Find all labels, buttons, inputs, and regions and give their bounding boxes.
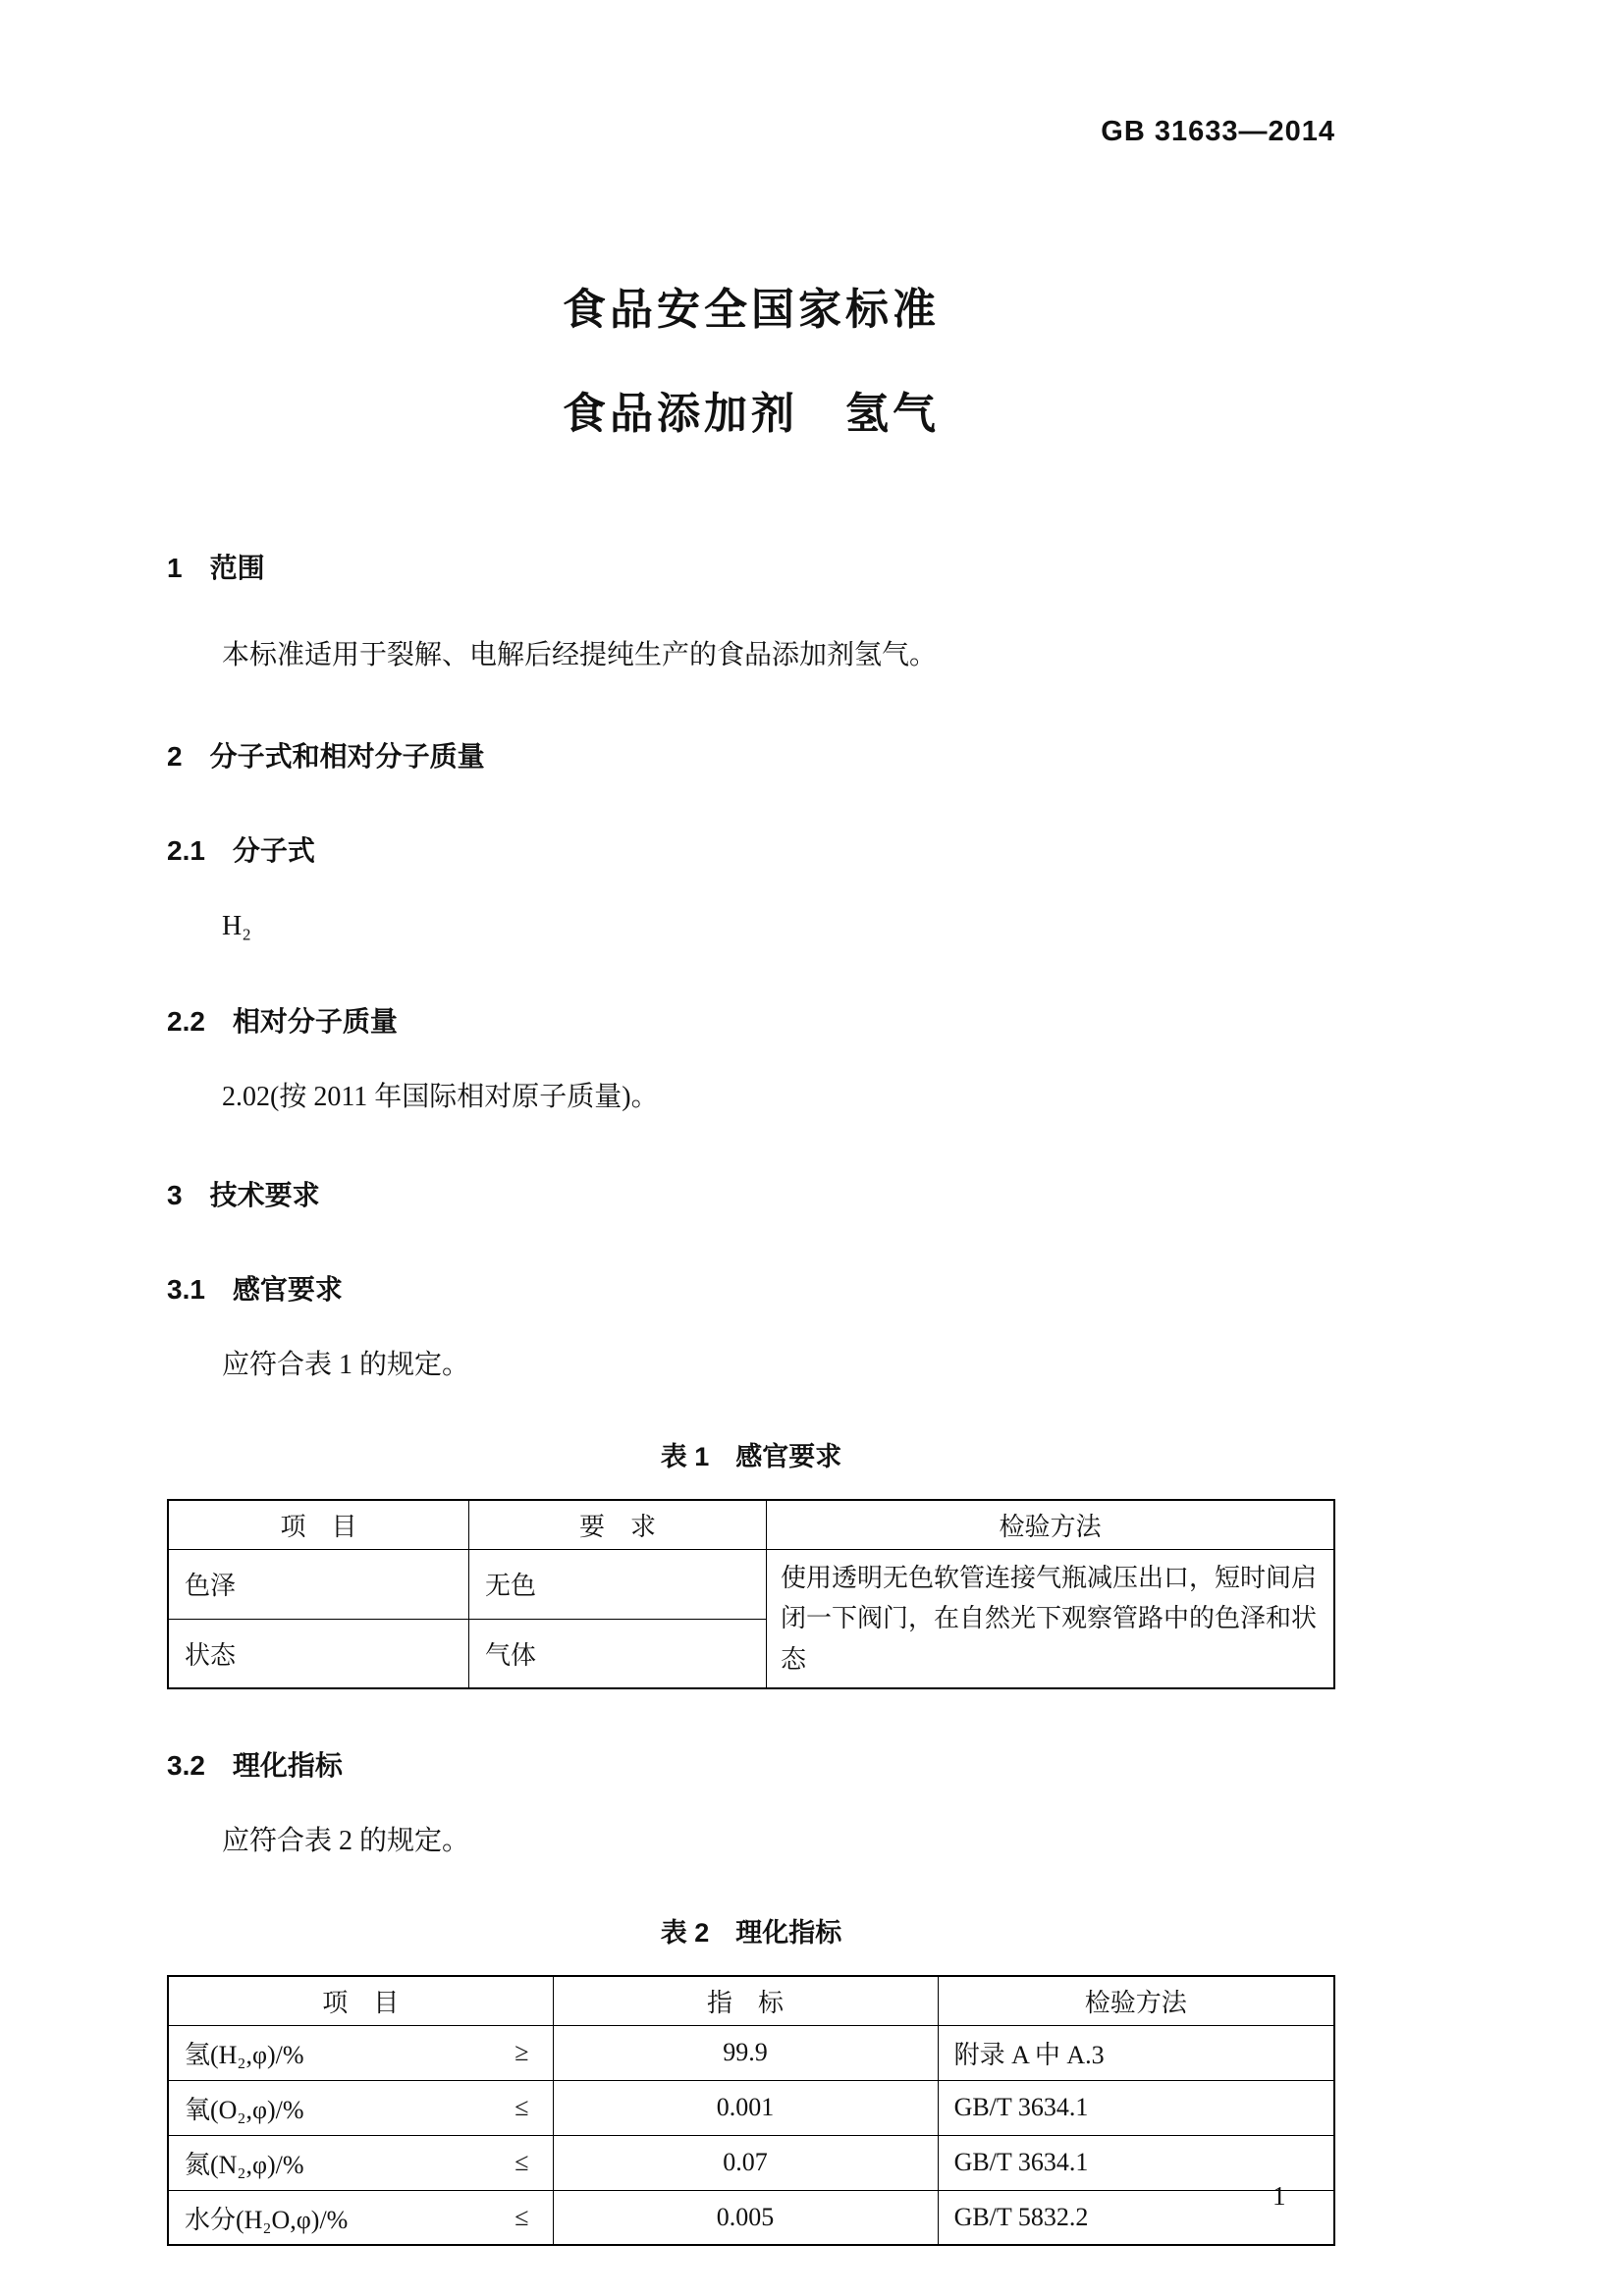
table-2-value-cell: 99.9 (553, 2025, 938, 2080)
item-name: 氢(H₂,φ)/% (185, 2040, 304, 2069)
relation-symbol: ≤ (514, 2203, 529, 2232)
section-2-heading: 2 分子式和相对分子质量 (167, 740, 485, 772)
section-1-body: 本标准适用于裂解、电解后经提纯生产的食品添加剂氢气。 (222, 640, 938, 670)
section-2-1-heading: 2.1 分子式 (167, 834, 315, 866)
table-2-item-cell (168, 2080, 553, 2135)
table-1-sensory-requirements (167, 1499, 1335, 1689)
table-row (168, 2135, 1334, 2190)
table-1-requirement-cell: 无色 (469, 1549, 767, 1619)
table-2-header-indicator: 指 标 (553, 1976, 938, 2025)
table-2-method-cell: GB/T 3634.1 (938, 2135, 1334, 2190)
table-2-method-cell: GB/T 5832.2 (938, 2190, 1334, 2245)
table-2-header-item: 项 目 (168, 1976, 553, 2025)
table-1-item-cell: 状态 (168, 1619, 469, 1688)
table-1-item-cell: 色泽 (168, 1549, 469, 1619)
table-row (168, 2025, 1334, 2080)
section-3-1-body: 应符合表 1 的规定。 (222, 1350, 470, 1381)
relation-symbol: ≤ (514, 2148, 529, 2177)
table-row (168, 1549, 1334, 1619)
table-2-item-cell (168, 2135, 553, 2190)
relation-symbol: ≥ (514, 2038, 529, 2067)
doc-number: GB 31633—2014 (1101, 116, 1335, 147)
table-2-caption: 表 2 理化指标 (660, 1918, 842, 1949)
table-2-method-cell: 附录 A 中 A.3 (938, 2025, 1334, 2080)
table-2-value-cell: 0.07 (553, 2135, 938, 2190)
table-2-value-cell: 0.005 (553, 2190, 938, 2245)
table-1-header-item: 项 目 (168, 1500, 469, 1549)
molecular-formula: H₂ (222, 910, 251, 941)
standard-title: 食品安全国家标准 (563, 286, 940, 334)
table-1-header-row (168, 1500, 1334, 1549)
section-3-1-heading: 3.1 感官要求 (167, 1274, 343, 1306)
table-2-item-cell (168, 2025, 553, 2080)
section-3-2-heading: 3.2 理化指标 (167, 1750, 343, 1782)
item-name: 水分(H₂O,φ)/% (185, 2205, 349, 2234)
standard-subtitle: 食品添加剂 氢气 (563, 390, 940, 438)
table-2-header-method: 检验方法 (938, 1976, 1334, 2025)
relation-symbol: ≤ (514, 2093, 529, 2122)
section-3-heading: 3 技术要求 (167, 1180, 320, 1211)
table-2-method-cell: GB/T 3634.1 (938, 2080, 1334, 2135)
table-2-physicochemical-indicators (167, 1975, 1335, 2246)
table-1-header-method: 检验方法 (766, 1500, 1334, 1549)
section-3-2-body: 应符合表 2 的规定。 (222, 1826, 470, 1857)
relative-molecular-mass: 2.02(按 2011 年国际相对原子质量)。 (222, 1081, 659, 1112)
item-name: 氮(N₂,φ)/% (185, 2150, 304, 2179)
table-1-header-requirement: 要 求 (469, 1500, 767, 1549)
table-1-caption: 表 1 感官要求 (660, 1442, 842, 1472)
table-2-header-row (168, 1976, 1334, 2025)
table-2-value-cell: 0.001 (553, 2080, 938, 2135)
page-number: 1 (1272, 2181, 1286, 2211)
table-1-method-cell: 使用透明无色软管连接气瓶减压出口，短时间启闭一下阀门，在自然光下观察管路中的色泽和状态 (766, 1549, 1334, 1688)
section-2-2-heading: 2.2 相对分子质量 (167, 1005, 398, 1037)
section-1-heading: 1 范围 (167, 553, 265, 583)
table-1-requirement-cell: 气体 (469, 1619, 767, 1688)
table-row (168, 2080, 1334, 2135)
item-name: 氧(O₂,φ)/% (185, 2095, 304, 2124)
table-row (168, 2190, 1334, 2245)
table-2-item-cell (168, 2190, 553, 2245)
